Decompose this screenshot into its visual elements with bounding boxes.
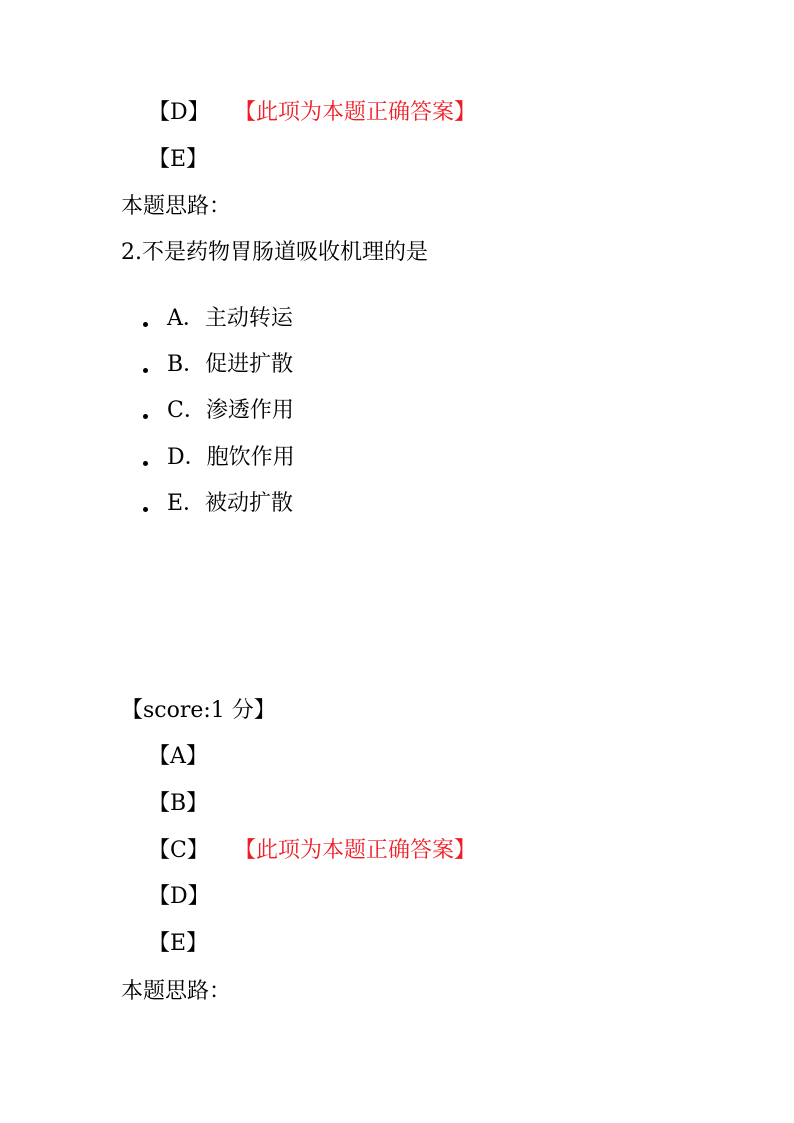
option-d: D．胞饮作用 — [167, 445, 295, 470]
answer-option-a: 【A】 — [148, 744, 208, 769]
correct-answer-marker: 【此项为本题正确答案】 — [234, 100, 477, 125]
answer-option-e: 【E】 — [148, 931, 209, 956]
bullet-icon — [143, 507, 148, 512]
answer-option-d: 【D】 — [148, 100, 210, 125]
analysis-label: 本题思路： — [121, 979, 232, 1004]
answer-option-c: 【C】 — [148, 838, 209, 863]
answer-option-b: 【B】 — [148, 791, 209, 816]
option-a: A．主动转运 — [167, 306, 293, 331]
bullet-icon — [143, 368, 148, 373]
question-stem: 2.不是药物胃肠道吸收机理的是 — [121, 240, 428, 265]
correct-answer-marker: 【此项为本题正确答案】 — [234, 838, 477, 863]
bullet-icon — [143, 414, 148, 419]
analysis-label: 本题思路： — [121, 194, 232, 219]
option-e: E．被动扩散 — [167, 491, 294, 516]
bullet-icon — [143, 322, 148, 327]
option-b: B．促进扩散 — [167, 352, 294, 377]
option-c: C．渗透作用 — [167, 398, 294, 423]
score-label: 【score:1 分】 — [121, 698, 276, 723]
answer-option-e: 【E】 — [148, 147, 209, 172]
bullet-icon — [143, 461, 148, 466]
answer-option-d: 【D】 — [148, 884, 210, 909]
